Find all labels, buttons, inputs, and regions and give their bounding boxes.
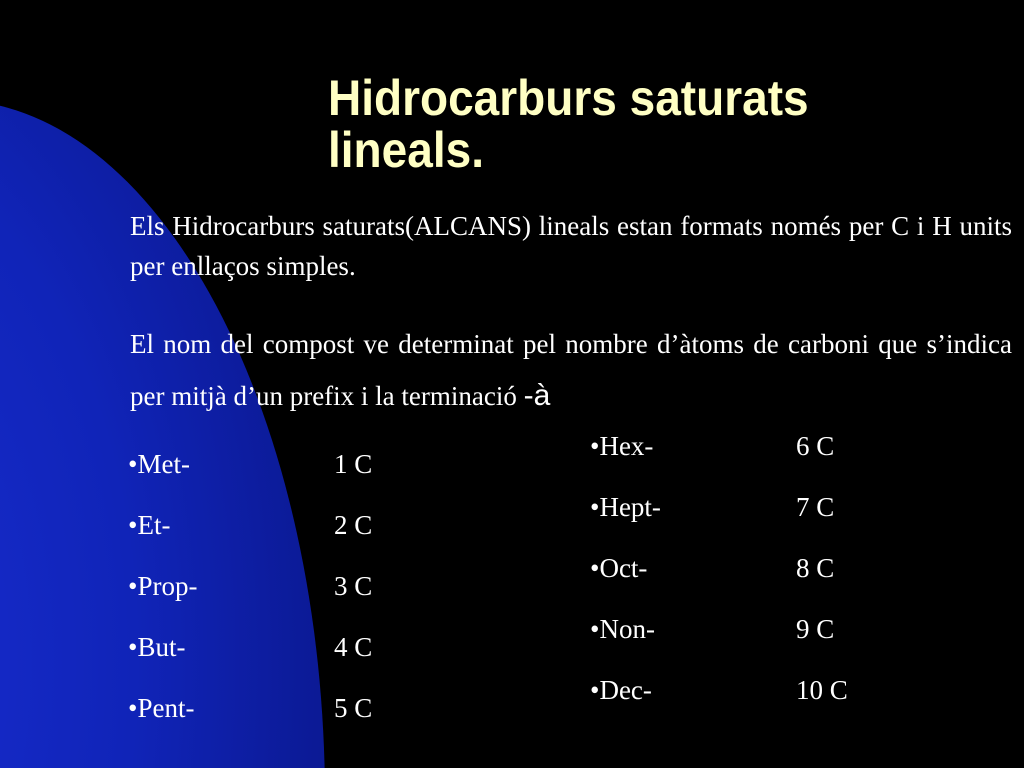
prefix-name: •Pent- [128, 693, 195, 723]
prefix-list-right [590, 428, 848, 733]
prefix-name: •Met- [128, 449, 190, 479]
carbon-count: 1 C [334, 449, 373, 479]
list-item [128, 690, 373, 751]
carbon-count: 2 C [334, 510, 373, 540]
carbon-count: 3 C [334, 571, 373, 601]
prefix-name: •Oct- [590, 553, 648, 583]
prefix-name: •Hept- [590, 492, 661, 522]
list-item [590, 428, 835, 489]
list-item [128, 568, 373, 629]
prefix-name: •Prop- [128, 571, 198, 601]
list-item [590, 489, 835, 550]
prefix-name: •Et- [128, 510, 171, 540]
slide-title: Hidrocarburs saturats lineals. [328, 70, 809, 178]
suffix-ending: -à [523, 379, 551, 412]
prefix-name: •Non- [590, 614, 655, 644]
carbon-count: 5 C [334, 693, 373, 723]
paragraph-definition: Els Hidrocarburs saturats(ALCANS) lineals estan formats només per C i H units per enllaços simples. [130, 211, 1012, 281]
list-item [590, 550, 835, 611]
carbon-count: 8 C [796, 553, 835, 583]
carbon-count: 7 C [796, 492, 835, 522]
list-item [128, 507, 373, 568]
prefix-name: •Hex- [590, 431, 654, 461]
prefix-name: •But- [128, 632, 186, 662]
paragraph-naming-text: El nom del compost ve determinat pel nombre d’àtoms de carboni que s’indica per mitjà d’un prefix i la terminació [130, 329, 1012, 411]
carbon-count: 10 C [796, 675, 848, 705]
carbon-count: 9 C [796, 614, 835, 644]
carbon-count: 6 C [796, 431, 835, 461]
list-item [590, 611, 835, 672]
list-item [128, 629, 373, 690]
prefix-list-left [128, 446, 373, 751]
prefix-name: •Dec- [590, 675, 652, 705]
paragraph-naming [130, 318, 1012, 422]
list-item [128, 446, 373, 507]
carbon-count: 4 C [334, 632, 373, 662]
list-item [590, 672, 848, 733]
